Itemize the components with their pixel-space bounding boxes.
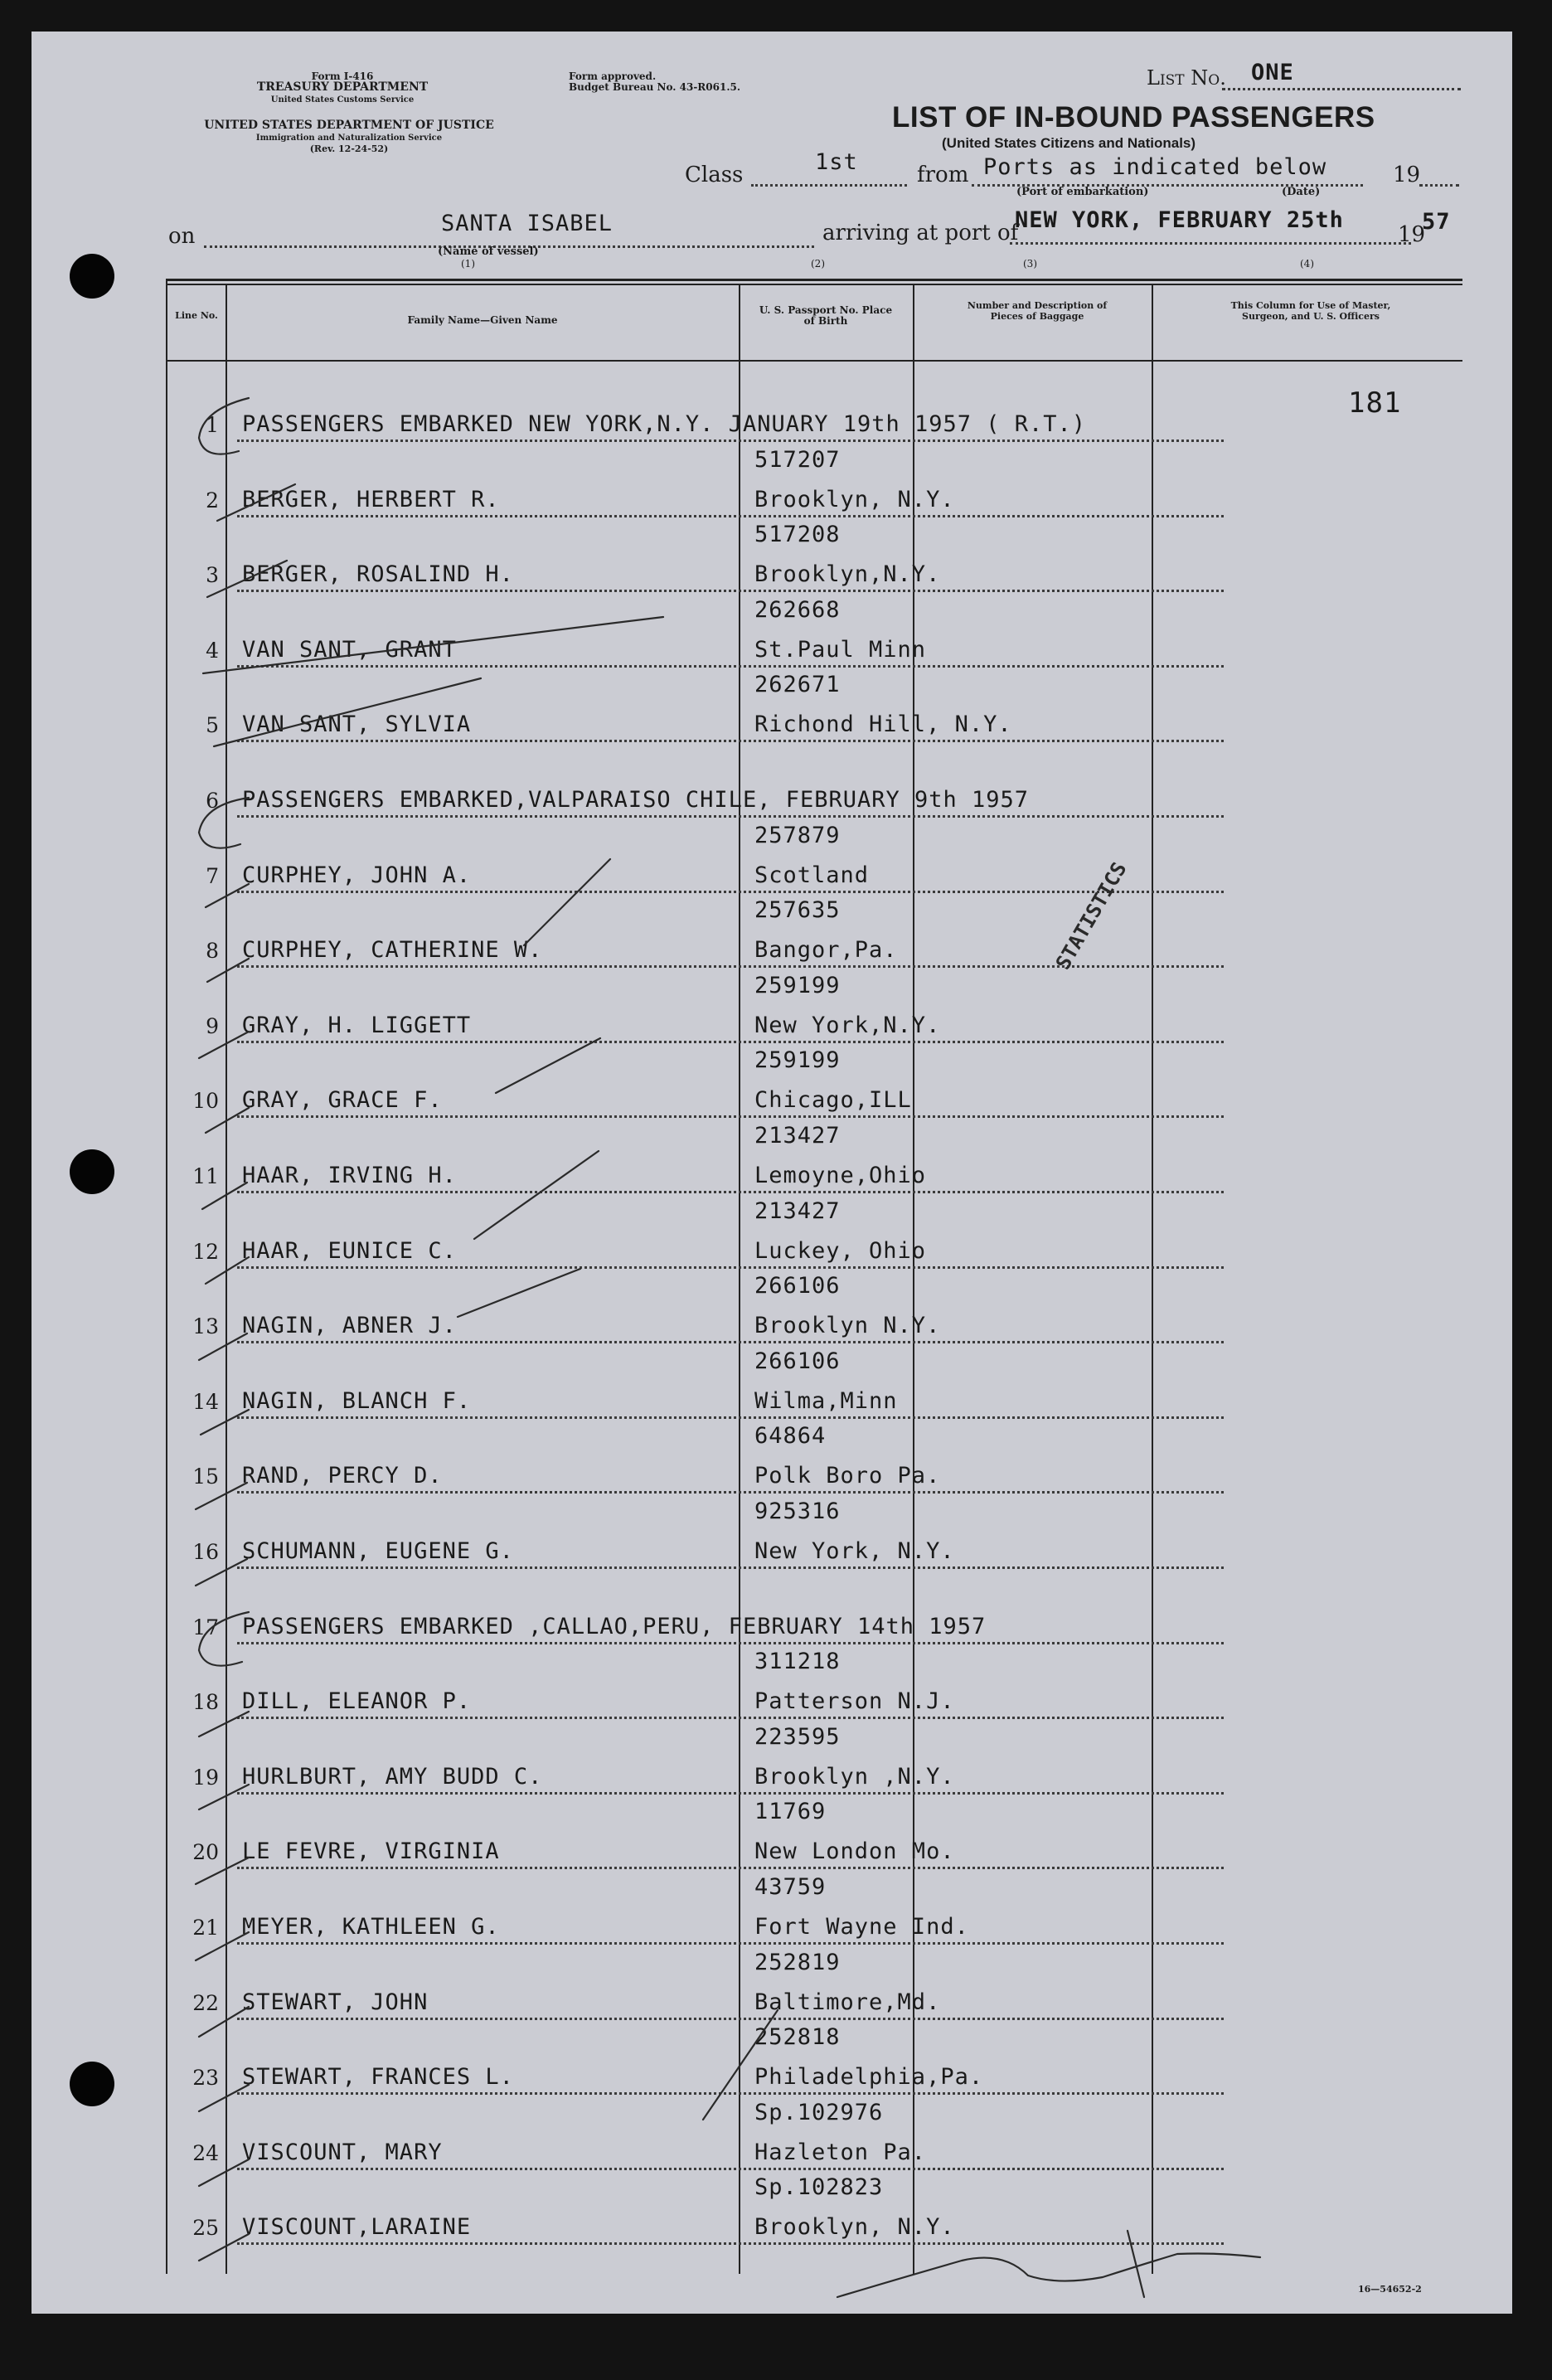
punch-hole	[70, 254, 114, 299]
birthplace: Wilma,Minn	[754, 1388, 898, 1414]
caption-4: (4)	[1300, 258, 1314, 270]
from-label: from	[917, 163, 969, 187]
passport-number: 223595	[754, 1724, 841, 1750]
line-number: 2	[206, 488, 219, 512]
budget-bureau: Budget Bureau No. 43-R061.5.	[569, 81, 741, 93]
passport-number: 925316	[754, 1498, 841, 1524]
passport-number: 64864	[754, 1423, 827, 1449]
birthplace: Brooklyn ,N.Y.	[754, 1764, 955, 1790]
line-number: 1	[206, 413, 219, 437]
passenger-name: NAGIN, BLANCH F.	[242, 1388, 472, 1414]
line-number: 4	[206, 639, 219, 663]
passport-number: 262668	[754, 597, 841, 623]
date-caption: (Date)	[1282, 186, 1321, 198]
caption-1: (1)	[461, 258, 475, 270]
class-label: Class	[685, 163, 744, 187]
line-number: 12	[192, 1240, 219, 1264]
line-number: 10	[192, 1089, 219, 1113]
column-header-name: Family Name—Given Name	[407, 314, 558, 326]
line-number: 18	[192, 1690, 219, 1714]
passport-number: 259199	[754, 973, 841, 998]
statistics-stamp: STATISTICS	[1051, 857, 1132, 974]
line-number: 3	[206, 563, 219, 587]
punch-hole	[70, 1149, 114, 1194]
passport-number: 257879	[754, 823, 841, 848]
port-embark-caption: (Port of embarkation)	[1016, 186, 1149, 198]
birthplace: Brooklyn, N.Y.	[754, 487, 955, 512]
passenger-name: STEWART, FRANCES L.	[242, 2064, 514, 2090]
line-number: 6	[206, 789, 219, 813]
line-number: 7	[206, 864, 219, 888]
birthplace: New York, N.Y.	[754, 1538, 955, 1564]
passenger-name: GRAY, GRACE F.	[242, 1087, 443, 1113]
birthplace: New London Mo.	[754, 1838, 955, 1864]
birthplace: Brooklyn N.Y.	[754, 1313, 941, 1338]
passenger-name: HAAR, EUNICE C.	[242, 1238, 457, 1264]
section-heading: PASSENGERS EMBARKED NEW YORK,N.Y. JANUARY 19th 1957 ( R.T.)	[242, 411, 1087, 437]
on-label: on	[168, 224, 196, 249]
line-number: 16	[192, 1540, 219, 1564]
passenger-name: VISCOUNT, MARY	[242, 2140, 443, 2165]
birthplace: Patterson N.J.	[754, 1688, 955, 1714]
passenger-name: SCHUMANN, EUGENE G.	[242, 1538, 514, 1564]
customs-service: United States Customs Service	[270, 95, 415, 104]
passport-number: 252819	[754, 1950, 841, 1975]
passport-number: 262671	[754, 672, 841, 697]
passport-number: 311218	[754, 1649, 841, 1674]
immigration-service: Immigration and Naturalization Service	[255, 134, 443, 143]
birthplace: Richond Hill, N.Y.	[754, 712, 1012, 737]
year-prefix-1: 19	[1393, 163, 1421, 187]
passenger-name: CURPHEY, CATHERINE W.	[242, 937, 543, 963]
line-number: 8	[206, 939, 219, 963]
form-number: Form I-416	[311, 70, 374, 82]
passport-number: 517208	[754, 522, 841, 547]
passenger-name: GRAY, H. LIGGETT	[242, 1013, 472, 1038]
passport-number: 252818	[754, 2024, 841, 2050]
treasury-department: TREASURY DEPARTMENT	[256, 80, 429, 94]
line-number: 5	[206, 713, 219, 737]
section-heading: PASSENGERS EMBARKED,VALPARAISO CHILE, FEBRUARY 9th 1957	[242, 787, 1030, 813]
line-number: 9	[206, 1014, 219, 1038]
birthplace: Scotland	[754, 862, 870, 888]
line-number: 11	[192, 1164, 219, 1188]
arrival-value: NEW YORK, FEBRUARY 25th	[1015, 207, 1344, 233]
column-header-officers: This Column for Use of Master, Surgeon, and U. S. Officers	[1230, 300, 1391, 322]
year-prefix-2: 19	[1398, 222, 1426, 247]
passenger-name: RAND, PERCY D.	[242, 1463, 443, 1489]
section-heading: PASSENGERS EMBARKED ,CALLAO,PERU, FEBRUARY 14th 1957	[242, 1614, 987, 1639]
birthplace: Chicago,ILL	[754, 1087, 912, 1113]
birthplace: Baltimore,Md.	[754, 1989, 941, 2015]
line-number: 17	[192, 1615, 219, 1639]
passport-number: Sp.102823	[754, 2174, 884, 2200]
birthplace: Hazleton Pa.	[754, 2140, 927, 2165]
passport-number: 266106	[754, 1348, 841, 1374]
passenger-name: HURLBURT, AMY BUDD C.	[242, 1764, 543, 1790]
vessel-caption: (Name of vessel)	[438, 245, 539, 258]
passenger-name: LE FEVRE, VIRGINIA	[242, 1838, 500, 1864]
line-number: 22	[192, 1991, 219, 2015]
passport-number: Sp.102976	[754, 2100, 884, 2125]
line-number: 14	[192, 1390, 219, 1414]
passenger-name: CURPHEY, JOHN A.	[242, 862, 472, 888]
arriving-label: arriving at port of	[822, 221, 1019, 245]
passenger-name: VAN SANT, GRANT	[242, 637, 457, 663]
birthplace: Brooklyn,N.Y.	[754, 561, 941, 587]
column-header-line: Line No.	[175, 310, 218, 321]
punch-hole	[70, 2062, 114, 2106]
birthplace: Brooklyn, N.Y.	[754, 2214, 955, 2240]
class-value: 1st	[815, 149, 858, 175]
year-suffix-2: 57	[1422, 209, 1451, 235]
line-number: 20	[192, 1840, 219, 1864]
passport-number: 259199	[754, 1047, 841, 1073]
passport-number: 257635	[754, 897, 841, 923]
column-header-baggage: Number and Description of Pieces of Baggage	[967, 300, 1108, 322]
line-number: 19	[192, 1766, 219, 1790]
passenger-name: STEWART, JOHN	[242, 1989, 429, 2015]
footer-code: 16—54652-2	[1358, 2284, 1422, 2295]
officer-note: 181	[1348, 386, 1402, 420]
revision-date: (Rev. 12-24-52)	[309, 143, 389, 154]
column-header-passport: U. S. Passport No. Place of Birth	[759, 304, 893, 327]
passenger-name: HAAR, IRVING H.	[242, 1163, 457, 1188]
page-subtitle: (United States Citizens and Nationals)	[942, 135, 1196, 151]
caption-2: (2)	[811, 258, 825, 270]
birthplace: Philadelphia,Pa.	[754, 2064, 984, 2090]
list-no-value: ONE	[1251, 60, 1294, 85]
birthplace: St.Paul Minn	[754, 637, 927, 663]
form-approved: Form approved.	[569, 70, 657, 82]
vessel-value: SANTA ISABEL	[441, 211, 614, 236]
page-title: LIST OF IN-BOUND PASSENGERS	[892, 101, 1375, 134]
passenger-name: BERGER, HERBERT R.	[242, 487, 500, 512]
list-no-label: List No.	[1147, 66, 1226, 90]
passenger-name: VISCOUNT,LARAINE	[242, 2214, 472, 2240]
passport-number: 517207	[754, 447, 841, 473]
birthplace: Polk Boro Pa.	[754, 1463, 941, 1489]
birthplace: Lemoyne,Ohio	[754, 1163, 927, 1188]
passport-number: 213427	[754, 1198, 841, 1224]
birthplace: Bangor,Pa.	[754, 937, 898, 963]
passenger-name: NAGIN, ABNER J.	[242, 1313, 457, 1338]
passport-number: 266106	[754, 1273, 841, 1299]
birthplace: Luckey, Ohio	[754, 1238, 927, 1264]
line-number: 21	[192, 1916, 219, 1940]
line-number: 24	[192, 2141, 219, 2165]
passport-number: 213427	[754, 1123, 841, 1149]
line-number: 13	[192, 1314, 219, 1338]
passenger-name: BERGER, ROSALIND H.	[242, 561, 514, 587]
line-number: 23	[192, 2066, 219, 2090]
passenger-name: DILL, ELEANOR P.	[242, 1688, 472, 1714]
passenger-name: VAN SANT, SYLVIA	[242, 712, 472, 737]
passport-number: 43759	[754, 1874, 827, 1900]
line-number: 25	[192, 2216, 219, 2240]
line-number: 15	[192, 1464, 219, 1489]
passport-number: 11769	[754, 1799, 827, 1824]
birthplace: New York,N.Y.	[754, 1013, 941, 1038]
birthplace: Fort Wayne Ind.	[754, 1914, 969, 1940]
from-value: Ports as indicated below	[983, 154, 1327, 180]
department-of-justice: UNITED STATES DEPARTMENT OF JUSTICE	[204, 119, 494, 132]
caption-3: (3)	[1023, 258, 1037, 270]
passenger-name: MEYER, KATHLEEN G.	[242, 1914, 500, 1940]
